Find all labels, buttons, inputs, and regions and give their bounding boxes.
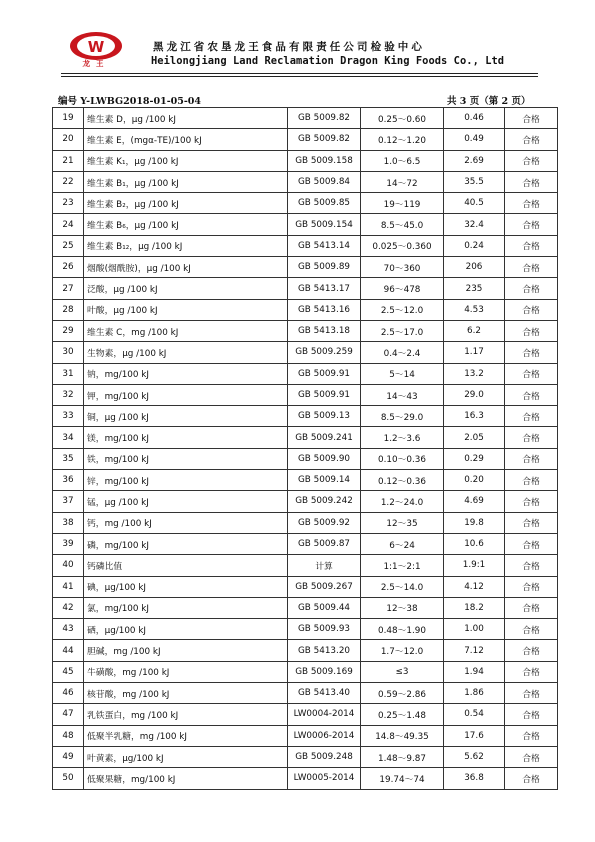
row-number-cell: 20 bbox=[53, 129, 84, 150]
verdict-cell: 合格 bbox=[505, 257, 558, 278]
row-number-cell: 41 bbox=[53, 576, 84, 597]
test-item-cell: 泛酸，μg /100 kJ bbox=[84, 278, 288, 299]
test-method-cell: GB 5009.13 bbox=[288, 406, 361, 427]
test-item-cell: 硒，μg/100 kJ bbox=[84, 619, 288, 640]
test-item-cell: 氯，mg/100 kJ bbox=[84, 597, 288, 618]
test-result-cell: 235 bbox=[444, 278, 505, 299]
row-number-cell: 45 bbox=[53, 661, 84, 682]
row-number-cell: 28 bbox=[53, 299, 84, 320]
test-result-cell: 17.6 bbox=[444, 725, 505, 746]
row-number-cell: 48 bbox=[53, 725, 84, 746]
test-method-cell: GB 5009.85 bbox=[288, 193, 361, 214]
test-method-cell: GB 5009.158 bbox=[288, 150, 361, 171]
svg-text:龙王: 龙王 bbox=[82, 59, 110, 68]
table-row bbox=[53, 235, 558, 256]
verdict-cell: 合格 bbox=[505, 640, 558, 661]
verdict-cell: 合格 bbox=[505, 533, 558, 554]
standard-range-cell: 14～43 bbox=[361, 384, 444, 405]
standard-range-cell: 1.7～12.0 bbox=[361, 640, 444, 661]
test-item-cell: 核苷酸，mg /100 kJ bbox=[84, 683, 288, 704]
row-number-cell: 26 bbox=[53, 257, 84, 278]
test-item-cell: 生物素，μg /100 kJ bbox=[84, 342, 288, 363]
test-method-cell: GB 5009.93 bbox=[288, 619, 361, 640]
verdict-cell: 合格 bbox=[505, 683, 558, 704]
table-row bbox=[53, 363, 558, 384]
row-number-cell: 43 bbox=[53, 619, 84, 640]
table-row bbox=[53, 427, 558, 448]
page-info: 共 3 页（第 2 页） bbox=[447, 96, 531, 107]
test-item-cell: 碘，μg/100 kJ bbox=[84, 576, 288, 597]
test-result-cell: 13.2 bbox=[444, 363, 505, 384]
test-result-cell: 40.5 bbox=[444, 193, 505, 214]
row-number-cell: 49 bbox=[53, 746, 84, 767]
test-item-cell: 牛磺酸，mg /100 kJ bbox=[84, 661, 288, 682]
test-result-cell: 1.9:1 bbox=[444, 555, 505, 576]
standard-range-cell: 2.5～12.0 bbox=[361, 299, 444, 320]
standard-range-cell: 0.025～0.360 bbox=[361, 235, 444, 256]
standard-range-cell: 0.10～0.36 bbox=[361, 448, 444, 469]
verdict-cell: 合格 bbox=[505, 235, 558, 256]
table-row bbox=[53, 406, 558, 427]
row-number-cell: 23 bbox=[53, 193, 84, 214]
row-number-cell: 32 bbox=[53, 384, 84, 405]
verdict-cell: 合格 bbox=[505, 342, 558, 363]
test-item-cell: 钾，mg/100 kJ bbox=[84, 384, 288, 405]
row-number-cell: 44 bbox=[53, 640, 84, 661]
verdict-cell: 合格 bbox=[505, 704, 558, 725]
verdict-cell: 合格 bbox=[505, 555, 558, 576]
test-result-cell: 206 bbox=[444, 257, 505, 278]
standard-range-cell: 0.25～1.48 bbox=[361, 704, 444, 725]
test-result-cell: 0.46 bbox=[444, 108, 505, 129]
test-method-cell: GB 5009.91 bbox=[288, 384, 361, 405]
verdict-cell: 合格 bbox=[505, 725, 558, 746]
row-number-cell: 42 bbox=[53, 597, 84, 618]
table-row bbox=[53, 746, 558, 767]
verdict-cell: 合格 bbox=[505, 491, 558, 512]
test-method-cell: LW0005-2014 bbox=[288, 768, 361, 789]
verdict-cell: 合格 bbox=[505, 129, 558, 150]
standard-range-cell: 2.5～17.0 bbox=[361, 320, 444, 341]
table-row bbox=[53, 384, 558, 405]
test-result-cell: 2.69 bbox=[444, 150, 505, 171]
verdict-cell: 合格 bbox=[505, 406, 558, 427]
test-result-cell: 7.12 bbox=[444, 640, 505, 661]
test-item-cell: 叶黄素，μg/100 kJ bbox=[84, 746, 288, 767]
row-number-cell: 47 bbox=[53, 704, 84, 725]
verdict-cell: 合格 bbox=[505, 470, 558, 491]
row-number-cell: 31 bbox=[53, 363, 84, 384]
test-result-cell: 5.62 bbox=[444, 746, 505, 767]
verdict-cell: 合格 bbox=[505, 193, 558, 214]
test-result-cell: 2.05 bbox=[444, 427, 505, 448]
table-row bbox=[53, 576, 558, 597]
standard-range-cell: 14～72 bbox=[361, 171, 444, 192]
row-number-cell: 39 bbox=[53, 533, 84, 554]
test-method-cell: GB 5413.17 bbox=[288, 278, 361, 299]
test-method-cell: GB 5009.14 bbox=[288, 470, 361, 491]
verdict-cell: 合格 bbox=[505, 448, 558, 469]
table-row bbox=[53, 640, 558, 661]
test-item-cell: 低聚果糖，mg/100 kJ bbox=[84, 768, 288, 789]
test-result-cell: 4.69 bbox=[444, 491, 505, 512]
table-row bbox=[53, 470, 558, 491]
standard-range-cell: 8.5～29.0 bbox=[361, 406, 444, 427]
test-result-cell: 32.4 bbox=[444, 214, 505, 235]
test-method-cell: GB 5413.14 bbox=[288, 235, 361, 256]
standard-range-cell: 5～14 bbox=[361, 363, 444, 384]
row-number-cell: 38 bbox=[53, 512, 84, 533]
row-number-cell: 25 bbox=[53, 235, 84, 256]
row-number-cell: 37 bbox=[53, 491, 84, 512]
row-number-cell: 29 bbox=[53, 320, 84, 341]
row-number-cell: 21 bbox=[53, 150, 84, 171]
test-item-cell: 烟酸(烟酰胺)，μg /100 kJ bbox=[84, 257, 288, 278]
test-item-cell: 维生素 K₁，μg /100 kJ bbox=[84, 150, 288, 171]
table-row bbox=[53, 193, 558, 214]
test-item-cell: 叶酸，μg /100 kJ bbox=[84, 299, 288, 320]
test-item-cell: 胆碱，mg /100 kJ bbox=[84, 640, 288, 661]
test-result-cell: 1.17 bbox=[444, 342, 505, 363]
row-number-cell: 46 bbox=[53, 683, 84, 704]
test-item-cell: 铜，μg /100 kJ bbox=[84, 406, 288, 427]
row-number-cell: 34 bbox=[53, 427, 84, 448]
standard-range-cell: 14.8～49.35 bbox=[361, 725, 444, 746]
standard-range-cell: 19.74～74 bbox=[361, 768, 444, 789]
standard-range-cell: 1:1～2:1 bbox=[361, 555, 444, 576]
standard-range-cell: 70～360 bbox=[361, 257, 444, 278]
test-item-cell: 维生素 B₁，μg /100 kJ bbox=[84, 171, 288, 192]
table-row bbox=[53, 214, 558, 235]
standard-range-cell: 2.5～14.0 bbox=[361, 576, 444, 597]
table-row bbox=[53, 299, 558, 320]
test-method-cell: 计算 bbox=[288, 555, 361, 576]
test-method-cell: GB 5009.267 bbox=[288, 576, 361, 597]
test-method-cell: GB 5009.89 bbox=[288, 257, 361, 278]
test-result-cell: 1.86 bbox=[444, 683, 505, 704]
verdict-cell: 合格 bbox=[505, 576, 558, 597]
row-number-cell: 30 bbox=[53, 342, 84, 363]
standard-range-cell: 0.25～0.60 bbox=[361, 108, 444, 129]
test-method-cell: GB 5009.154 bbox=[288, 214, 361, 235]
test-method-cell: GB 5009.84 bbox=[288, 171, 361, 192]
test-method-cell: LW0006-2014 bbox=[288, 725, 361, 746]
test-result-cell: 19.8 bbox=[444, 512, 505, 533]
table-row bbox=[53, 533, 558, 554]
row-number-cell: 33 bbox=[53, 406, 84, 427]
test-result-cell: 0.29 bbox=[444, 448, 505, 469]
table-row bbox=[53, 257, 558, 278]
table-row bbox=[53, 108, 558, 129]
test-result-cell: 35.5 bbox=[444, 171, 505, 192]
verdict-cell: 合格 bbox=[505, 363, 558, 384]
test-result-cell: 1.00 bbox=[444, 619, 505, 640]
row-number-cell: 40 bbox=[53, 555, 84, 576]
test-item-cell: 磷，mg/100 kJ bbox=[84, 533, 288, 554]
test-method-cell: GB 5009.87 bbox=[288, 533, 361, 554]
verdict-cell: 合格 bbox=[505, 171, 558, 192]
standard-range-cell: 1.2～3.6 bbox=[361, 427, 444, 448]
verdict-cell: 合格 bbox=[505, 299, 558, 320]
test-result-cell: 4.53 bbox=[444, 299, 505, 320]
header-rule-thin bbox=[61, 76, 538, 77]
table-row bbox=[53, 725, 558, 746]
standard-range-cell: 0.48～1.90 bbox=[361, 619, 444, 640]
verdict-cell: 合格 bbox=[505, 661, 558, 682]
table-row bbox=[53, 619, 558, 640]
standard-range-cell: 12～35 bbox=[361, 512, 444, 533]
standard-range-cell: 12～38 bbox=[361, 597, 444, 618]
test-method-cell: GB 5009.92 bbox=[288, 512, 361, 533]
company-logo bbox=[66, 30, 126, 68]
standard-range-cell: 0.12～0.36 bbox=[361, 470, 444, 491]
test-method-cell: GB 5413.18 bbox=[288, 320, 361, 341]
test-item-cell: 乳铁蛋白，mg /100 kJ bbox=[84, 704, 288, 725]
test-method-cell: GB 5413.16 bbox=[288, 299, 361, 320]
test-item-cell: 维生素 D，μg /100 kJ bbox=[84, 108, 288, 129]
test-result-cell: 1.94 bbox=[444, 661, 505, 682]
table-row bbox=[53, 150, 558, 171]
test-method-cell: GB 5009.248 bbox=[288, 746, 361, 767]
verdict-cell: 合格 bbox=[505, 512, 558, 533]
test-method-cell: GB 5413.20 bbox=[288, 640, 361, 661]
table-row bbox=[53, 320, 558, 341]
table-row bbox=[53, 278, 558, 299]
test-result-cell: 0.20 bbox=[444, 470, 505, 491]
standard-range-cell: 0.59～2.86 bbox=[361, 683, 444, 704]
test-item-cell: 低聚半乳糖，mg /100 kJ bbox=[84, 725, 288, 746]
test-item-cell: 钠，mg/100 kJ bbox=[84, 363, 288, 384]
table-row bbox=[53, 448, 558, 469]
verdict-cell: 合格 bbox=[505, 278, 558, 299]
test-item-cell: 维生素 B₂，μg /100 kJ bbox=[84, 193, 288, 214]
table-row bbox=[53, 683, 558, 704]
company-name-cn: 黑龙江省农垦龙王食品有限责任公司检验中心 bbox=[153, 41, 425, 53]
test-method-cell: GB 5009.44 bbox=[288, 597, 361, 618]
table-row bbox=[53, 491, 558, 512]
verdict-cell: 合格 bbox=[505, 384, 558, 405]
test-item-cell: 钙，mg /100 kJ bbox=[84, 512, 288, 533]
row-number-cell: 19 bbox=[53, 108, 84, 129]
test-method-cell: GB 5413.40 bbox=[288, 683, 361, 704]
standard-range-cell: 8.5～45.0 bbox=[361, 214, 444, 235]
header-rule-thick bbox=[61, 73, 538, 74]
test-result-cell: 0.24 bbox=[444, 235, 505, 256]
test-method-cell: GB 5009.82 bbox=[288, 129, 361, 150]
table-row bbox=[53, 597, 558, 618]
test-item-cell: 锰，μg /100 kJ bbox=[84, 491, 288, 512]
verdict-cell: 合格 bbox=[505, 746, 558, 767]
test-item-cell: 维生素 E，(mgα-TE)/100 kJ bbox=[84, 129, 288, 150]
verdict-cell: 合格 bbox=[505, 619, 558, 640]
row-number-cell: 35 bbox=[53, 448, 84, 469]
test-method-cell: GB 5009.90 bbox=[288, 448, 361, 469]
table-row bbox=[53, 171, 558, 192]
standard-range-cell: 0.12～1.20 bbox=[361, 129, 444, 150]
row-number-cell: 24 bbox=[53, 214, 84, 235]
test-result-cell: 29.0 bbox=[444, 384, 505, 405]
standard-range-cell: 1.0～6.5 bbox=[361, 150, 444, 171]
test-item-cell: 钙磷比值 bbox=[84, 555, 288, 576]
test-item-cell: 铁，mg/100 kJ bbox=[84, 448, 288, 469]
table-row bbox=[53, 704, 558, 725]
verdict-cell: 合格 bbox=[505, 597, 558, 618]
company-name-en: Heilongjiang Land Reclamation Dragon King Foods Co., Ltd bbox=[151, 55, 505, 67]
test-result-cell: 0.49 bbox=[444, 129, 505, 150]
standard-range-cell: 96～478 bbox=[361, 278, 444, 299]
verdict-cell: 合格 bbox=[505, 214, 558, 235]
verdict-cell: 合格 bbox=[505, 768, 558, 789]
test-item-cell: 镁，mg/100 kJ bbox=[84, 427, 288, 448]
test-method-cell: LW0004-2014 bbox=[288, 704, 361, 725]
test-item-cell: 锌，mg/100 kJ bbox=[84, 470, 288, 491]
test-result-cell: 36.8 bbox=[444, 768, 505, 789]
table-row bbox=[53, 768, 558, 789]
standard-range-cell: 0.4～2.4 bbox=[361, 342, 444, 363]
test-result-cell: 16.3 bbox=[444, 406, 505, 427]
test-item-cell: 维生素 B₁₂，μg /100 kJ bbox=[84, 235, 288, 256]
test-result-cell: 18.2 bbox=[444, 597, 505, 618]
row-number-cell: 50 bbox=[53, 768, 84, 789]
test-method-cell: GB 5009.91 bbox=[288, 363, 361, 384]
row-number-cell: 22 bbox=[53, 171, 84, 192]
standard-range-cell: 19～119 bbox=[361, 193, 444, 214]
test-item-cell: 维生素 C，mg /100 kJ bbox=[84, 320, 288, 341]
standard-range-cell: 1.48～9.87 bbox=[361, 746, 444, 767]
report-number: 编号 Y-LWBG2018-01-05-04 bbox=[58, 96, 202, 107]
test-result-cell: 0.54 bbox=[444, 704, 505, 725]
verdict-cell: 合格 bbox=[505, 108, 558, 129]
verdict-cell: 合格 bbox=[505, 320, 558, 341]
test-method-cell: GB 5009.169 bbox=[288, 661, 361, 682]
table-row bbox=[53, 661, 558, 682]
svg-text:W: W bbox=[87, 38, 105, 56]
results-table bbox=[52, 107, 558, 790]
test-result-cell: 6.2 bbox=[444, 320, 505, 341]
verdict-cell: 合格 bbox=[505, 427, 558, 448]
test-method-cell: GB 5009.259 bbox=[288, 342, 361, 363]
table-row bbox=[53, 512, 558, 533]
standard-range-cell: 1.2～24.0 bbox=[361, 491, 444, 512]
standard-range-cell: 6～24 bbox=[361, 533, 444, 554]
test-method-cell: GB 5009.241 bbox=[288, 427, 361, 448]
standard-range-cell: ≤3 bbox=[361, 661, 444, 682]
row-number-cell: 27 bbox=[53, 278, 84, 299]
test-result-cell: 4.12 bbox=[444, 576, 505, 597]
table-row bbox=[53, 342, 558, 363]
test-item-cell: 维生素 B₆，μg /100 kJ bbox=[84, 214, 288, 235]
table-row bbox=[53, 555, 558, 576]
test-result-cell: 10.6 bbox=[444, 533, 505, 554]
row-number-cell: 36 bbox=[53, 470, 84, 491]
test-method-cell: GB 5009.242 bbox=[288, 491, 361, 512]
verdict-cell: 合格 bbox=[505, 150, 558, 171]
table-row bbox=[53, 129, 558, 150]
test-method-cell: GB 5009.82 bbox=[288, 108, 361, 129]
